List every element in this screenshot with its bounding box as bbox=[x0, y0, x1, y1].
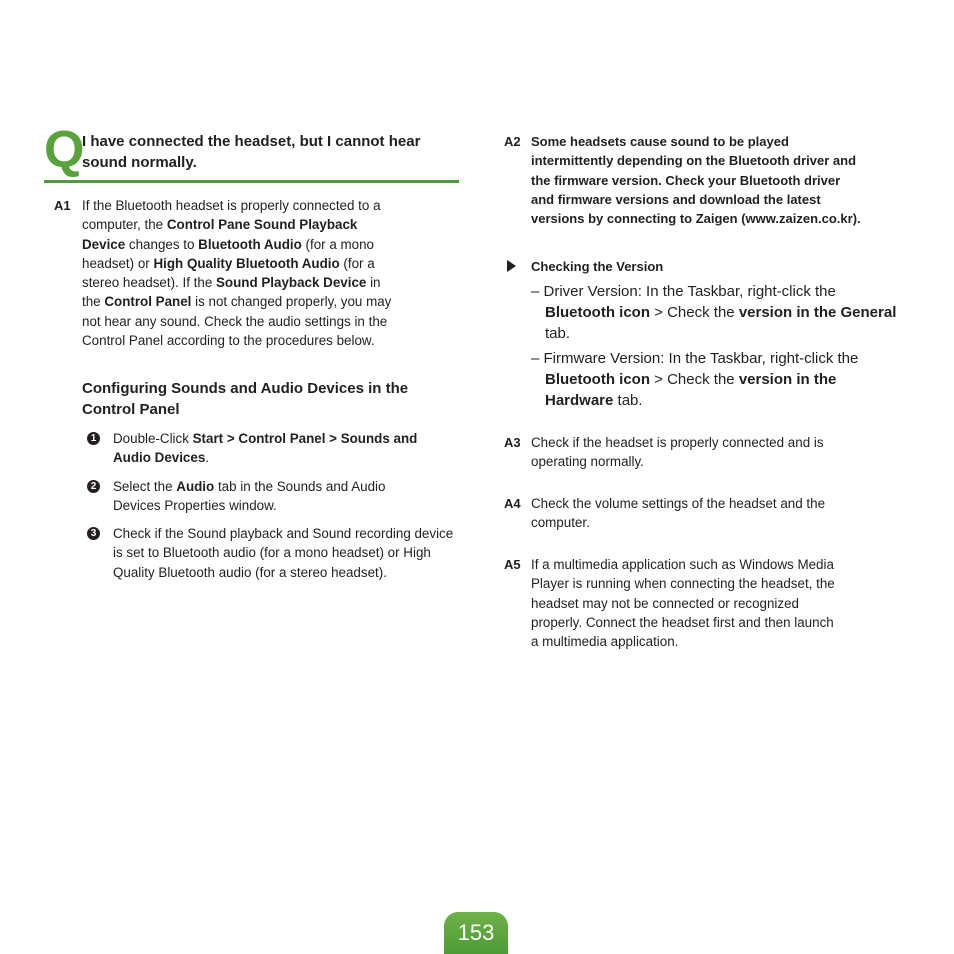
step-3-text bbox=[113, 524, 461, 582]
firmware-bold-1: Bluetooth icon bbox=[545, 371, 650, 388]
driver-bold-1: Bluetooth icon bbox=[545, 304, 650, 321]
question-text: I have connected the headset, but I cannot hear sound normally. bbox=[82, 133, 421, 171]
arrow-right-icon bbox=[507, 260, 516, 272]
step-2-pre: Select the bbox=[113, 479, 177, 494]
checking-version-heading: Checking the Version bbox=[531, 259, 664, 274]
step-2-number-icon: 2 bbox=[87, 480, 100, 493]
driver-bold-2: version in the General bbox=[738, 304, 897, 321]
a1-part-5: in the bbox=[82, 275, 381, 310]
a1-part-1: If the Bluetooth headset is properly connected to a computer, the bbox=[82, 198, 381, 233]
answer-label-a5: A5 bbox=[504, 557, 521, 572]
answer-a5-text: If a multimedia application such as Windows Media Player is running when connecting the headset, the headset may not be connected or recognized properly. Connect the headset first and then launch a multimedia application. bbox=[531, 557, 835, 650]
step-2-text bbox=[113, 477, 428, 516]
step-1-number-icon: 1 bbox=[87, 432, 100, 445]
a1-bold-5: Control Panel bbox=[104, 294, 192, 310]
a1-bold-2: Bluetooth Audio bbox=[198, 236, 302, 252]
firmware-pre: – Firmware Version: In the Taskbar, right-click the bbox=[531, 350, 859, 367]
answer-label-a3: A3 bbox=[504, 435, 521, 450]
answer-label-a1: A1 bbox=[54, 198, 71, 213]
question-divider bbox=[44, 180, 459, 183]
answer-a2-text: Some headsets cause sound to be played intermittently depending on the Bluetooth driver and the firmware version. Check your Bluetooth driver and firmware versions and download the latest versions by connecting to Zaigen (www.zaizen.co.kr). bbox=[531, 134, 861, 227]
driver-pre: – Driver Version: In the Taskbar, right-click the bbox=[531, 283, 836, 300]
answer-label-a2: A2 bbox=[504, 134, 521, 149]
step-2-bold: Audio bbox=[176, 479, 215, 494]
firmware-mid: > Check the bbox=[650, 371, 739, 388]
answer-a3-text: Check if the headset is properly connected and is operating normally. bbox=[531, 435, 824, 470]
page-number: 153 bbox=[444, 912, 508, 954]
step-1-pre: Double-Click bbox=[113, 431, 193, 446]
answer-a4-text: Check the volume settings of the headset and the computer. bbox=[531, 496, 826, 531]
a1-part-2: changes to bbox=[125, 236, 199, 252]
question-letter: Q bbox=[44, 121, 83, 179]
a1-part-4: (for a stereo headset). If the bbox=[82, 255, 375, 291]
step-1-text bbox=[113, 429, 458, 468]
firmware-bold-2: version in the Hardware bbox=[545, 371, 837, 409]
firmware-post: tab. bbox=[613, 392, 643, 409]
a1-part-6: is not changed properly, you may not hear any sound. Check the audio settings in the Control Panel according to the procedures below. bbox=[82, 294, 392, 349]
a1-bold-4: Sound Playback Device bbox=[216, 275, 367, 291]
a1-part-3: (for a mono headset) or bbox=[82, 236, 374, 271]
step-1-bold: Start > Control Panel > Sounds and Audio Devices bbox=[113, 431, 418, 466]
step-1-post: . bbox=[205, 450, 210, 466]
configuring-heading: Configuring Sounds and Audio Devices in the Control Panel bbox=[82, 380, 409, 418]
a1-bold-3: High Quality Bluetooth Audio bbox=[153, 255, 340, 271]
driver-mid: > Check the bbox=[650, 304, 739, 321]
a1-bold-1: Control Pane Sound Playback Device bbox=[82, 217, 358, 252]
driver-post: tab. bbox=[545, 325, 571, 342]
step-3-number-icon: 3 bbox=[87, 527, 100, 540]
firmware-version-item bbox=[531, 348, 905, 411]
step-3-pre: Check if the Sound playback and Sound recording device is set to Bluetooth audio (for a mono headset) or High Quality Bluetooth audio (for a stereo headset). bbox=[113, 526, 454, 580]
driver-version-item bbox=[531, 281, 905, 344]
answer-a1-text bbox=[82, 196, 402, 350]
answer-label-a4: A4 bbox=[504, 496, 521, 511]
step-2-post: tab in the Sounds and Audio Devices Properties window. bbox=[113, 479, 386, 514]
